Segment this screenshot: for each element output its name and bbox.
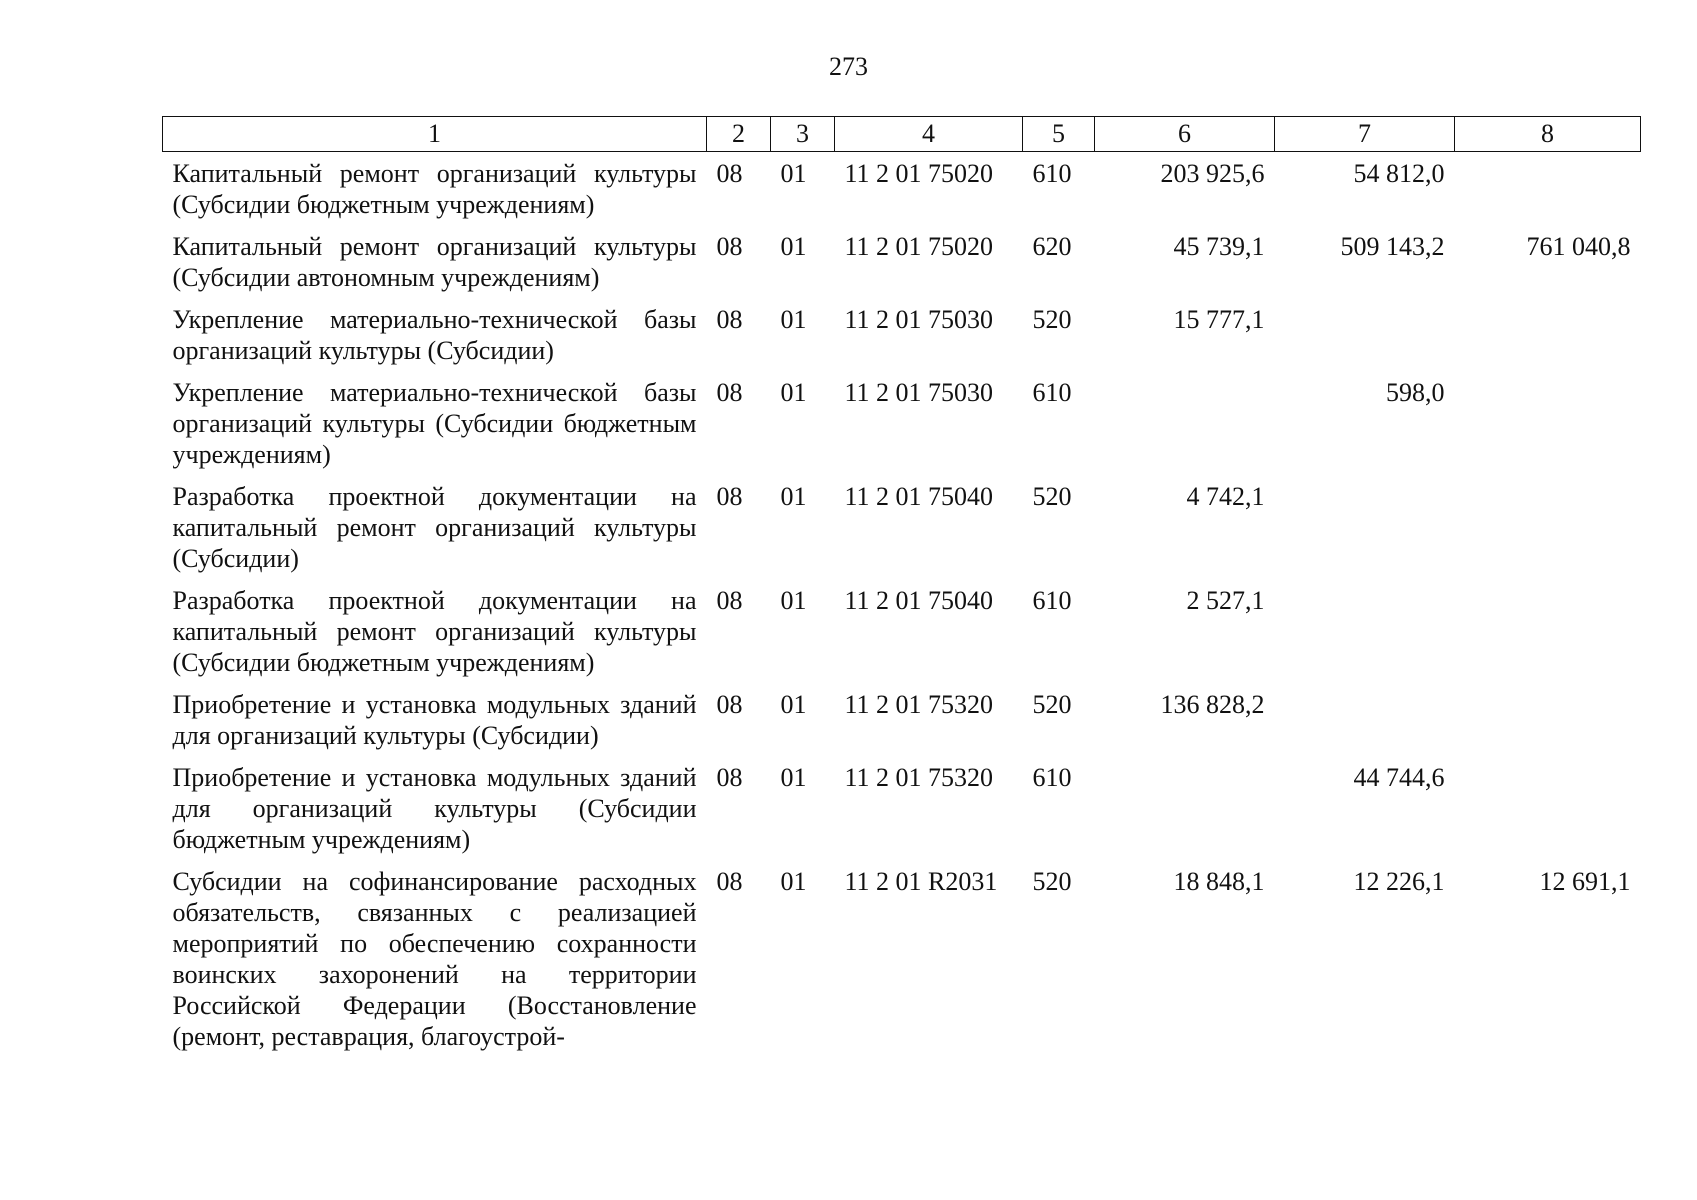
table-row — [163, 683, 1641, 756]
expense-description: Укрепление материально-технической базы организаций культуры (Субсидии) — [172, 305, 697, 365]
column-header: 4 — [835, 117, 1023, 152]
section-code: 08 — [716, 378, 743, 407]
target-article-code: 11 2 01 75020 — [844, 232, 994, 261]
table-row — [163, 475, 1641, 579]
column-header: 3 — [771, 117, 835, 152]
amount-col-6: 203 925,6 — [1160, 159, 1265, 188]
amount-col-7: 54 812,0 — [1353, 159, 1445, 188]
expense-type-code: 520 — [1032, 482, 1072, 511]
section-code: 08 — [716, 482, 743, 511]
subsection-code: 01 — [780, 763, 807, 792]
amount-col-6: 136 828,2 — [1160, 690, 1265, 719]
amount-col-6 — [1095, 371, 1275, 475]
table-row — [163, 756, 1641, 860]
subsection-code: 01 — [780, 232, 807, 261]
amount-col-8 — [1455, 683, 1641, 756]
table-row — [163, 860, 1641, 1057]
column-header: 7 — [1275, 117, 1455, 152]
expense-type-code: 520 — [1032, 690, 1072, 719]
column-header: 1 — [163, 117, 707, 152]
amount-col-6: 2 527,1 — [1186, 586, 1265, 615]
amount-col-7: 509 143,2 — [1340, 232, 1445, 261]
amount-col-6: 15 777,1 — [1173, 305, 1265, 334]
expense-type-code: 610 — [1032, 159, 1072, 188]
expense-description: Разработка проектной документации на капитальный ремонт организаций культуры (Субсидии бюджетным учреждениям) — [172, 586, 697, 677]
amount-col-6 — [1095, 756, 1275, 860]
expense-description: Капитальный ремонт организаций культуры (Субсидии автономным учреждениям) — [172, 232, 697, 292]
amount-col-8 — [1455, 475, 1641, 579]
amount-col-7 — [1275, 298, 1455, 371]
column-header: 8 — [1455, 117, 1641, 152]
amount-col-8: 761 040,8 — [1526, 232, 1631, 261]
amount-col-7: 598,0 — [1386, 378, 1445, 407]
expense-description: Укрепление материально-технической базы организаций культуры (Субсидии бюджетным учреждениям) — [172, 378, 697, 469]
subsection-code: 01 — [780, 482, 807, 511]
section-code: 08 — [716, 867, 743, 896]
target-article-code: 11 2 01 75320 — [844, 763, 994, 792]
amount-col-7 — [1275, 475, 1455, 579]
section-code: 08 — [716, 232, 743, 261]
amount-col-8 — [1455, 371, 1641, 475]
target-article-code: 11 2 01 75040 — [844, 586, 994, 615]
amount-col-6: 4 742,1 — [1186, 482, 1265, 511]
amount-col-7 — [1275, 683, 1455, 756]
subsection-code: 01 — [780, 305, 807, 334]
target-article-code: 11 2 01 75030 — [844, 378, 994, 407]
table-row — [163, 298, 1641, 371]
column-header: 5 — [1023, 117, 1095, 152]
expense-type-code: 610 — [1032, 763, 1072, 792]
expense-description: Разработка проектной документации на капитальный ремонт организаций культуры (Субсидии) — [172, 482, 697, 573]
section-code: 08 — [716, 586, 743, 615]
amount-col-8 — [1455, 756, 1641, 860]
table-row — [163, 225, 1641, 298]
amount-col-7 — [1275, 579, 1455, 683]
expense-description: Приобретение и установка модульных зданий для организаций культуры (Субсидии бюджетным учреждениям) — [172, 763, 697, 854]
expense-type-code: 520 — [1032, 867, 1072, 896]
section-code: 08 — [716, 305, 743, 334]
amount-col-8: 12 691,1 — [1539, 867, 1631, 896]
subsection-code: 01 — [780, 378, 807, 407]
column-number-header-row — [163, 117, 1641, 152]
target-article-code: 11 2 01 R2031 — [844, 867, 998, 896]
column-header: 6 — [1095, 117, 1275, 152]
expense-type-code: 610 — [1032, 378, 1072, 407]
target-article-code: 11 2 01 75040 — [844, 482, 994, 511]
target-article-code: 11 2 01 75030 — [844, 305, 994, 334]
subsection-code: 01 — [780, 690, 807, 719]
table-row — [163, 152, 1641, 226]
table-row — [163, 579, 1641, 683]
target-article-code: 11 2 01 75020 — [844, 159, 994, 188]
table-row — [163, 371, 1641, 475]
amount-col-6: 45 739,1 — [1173, 232, 1265, 261]
column-header: 2 — [707, 117, 771, 152]
expense-description: Капитальный ремонт организаций культуры (Субсидии бюджетным учреждениям) — [172, 159, 697, 219]
expense-description: Приобретение и установка модульных зданий для организаций культуры (Субсидии) — [172, 690, 697, 750]
subsection-code: 01 — [780, 867, 807, 896]
target-article-code: 11 2 01 75320 — [844, 690, 994, 719]
amount-col-6: 18 848,1 — [1173, 867, 1265, 896]
section-code: 08 — [716, 690, 743, 719]
expense-type-code: 620 — [1032, 232, 1072, 261]
amount-col-7: 12 226,1 — [1353, 867, 1445, 896]
expense-type-code: 520 — [1032, 305, 1072, 334]
expense-type-code: 610 — [1032, 586, 1072, 615]
section-code: 08 — [716, 159, 743, 188]
expense-description: Субсидии на софинансирование расходных обязательств, связанных с реализацией мероприятий по обеспечению сохранности воинских захоронений на территории Российской Федерации (Восстановление (ремонт, реставрация, благоустрой- — [172, 867, 697, 1051]
section-code: 08 — [716, 763, 743, 792]
amount-col-8 — [1455, 298, 1641, 371]
page-number: 273 — [829, 52, 868, 81]
amount-col-8 — [1455, 152, 1641, 226]
subsection-code: 01 — [780, 586, 807, 615]
subsection-code: 01 — [780, 159, 807, 188]
budget-table — [162, 116, 1641, 1057]
amount-col-7: 44 744,6 — [1353, 763, 1445, 792]
amount-col-8 — [1455, 579, 1641, 683]
